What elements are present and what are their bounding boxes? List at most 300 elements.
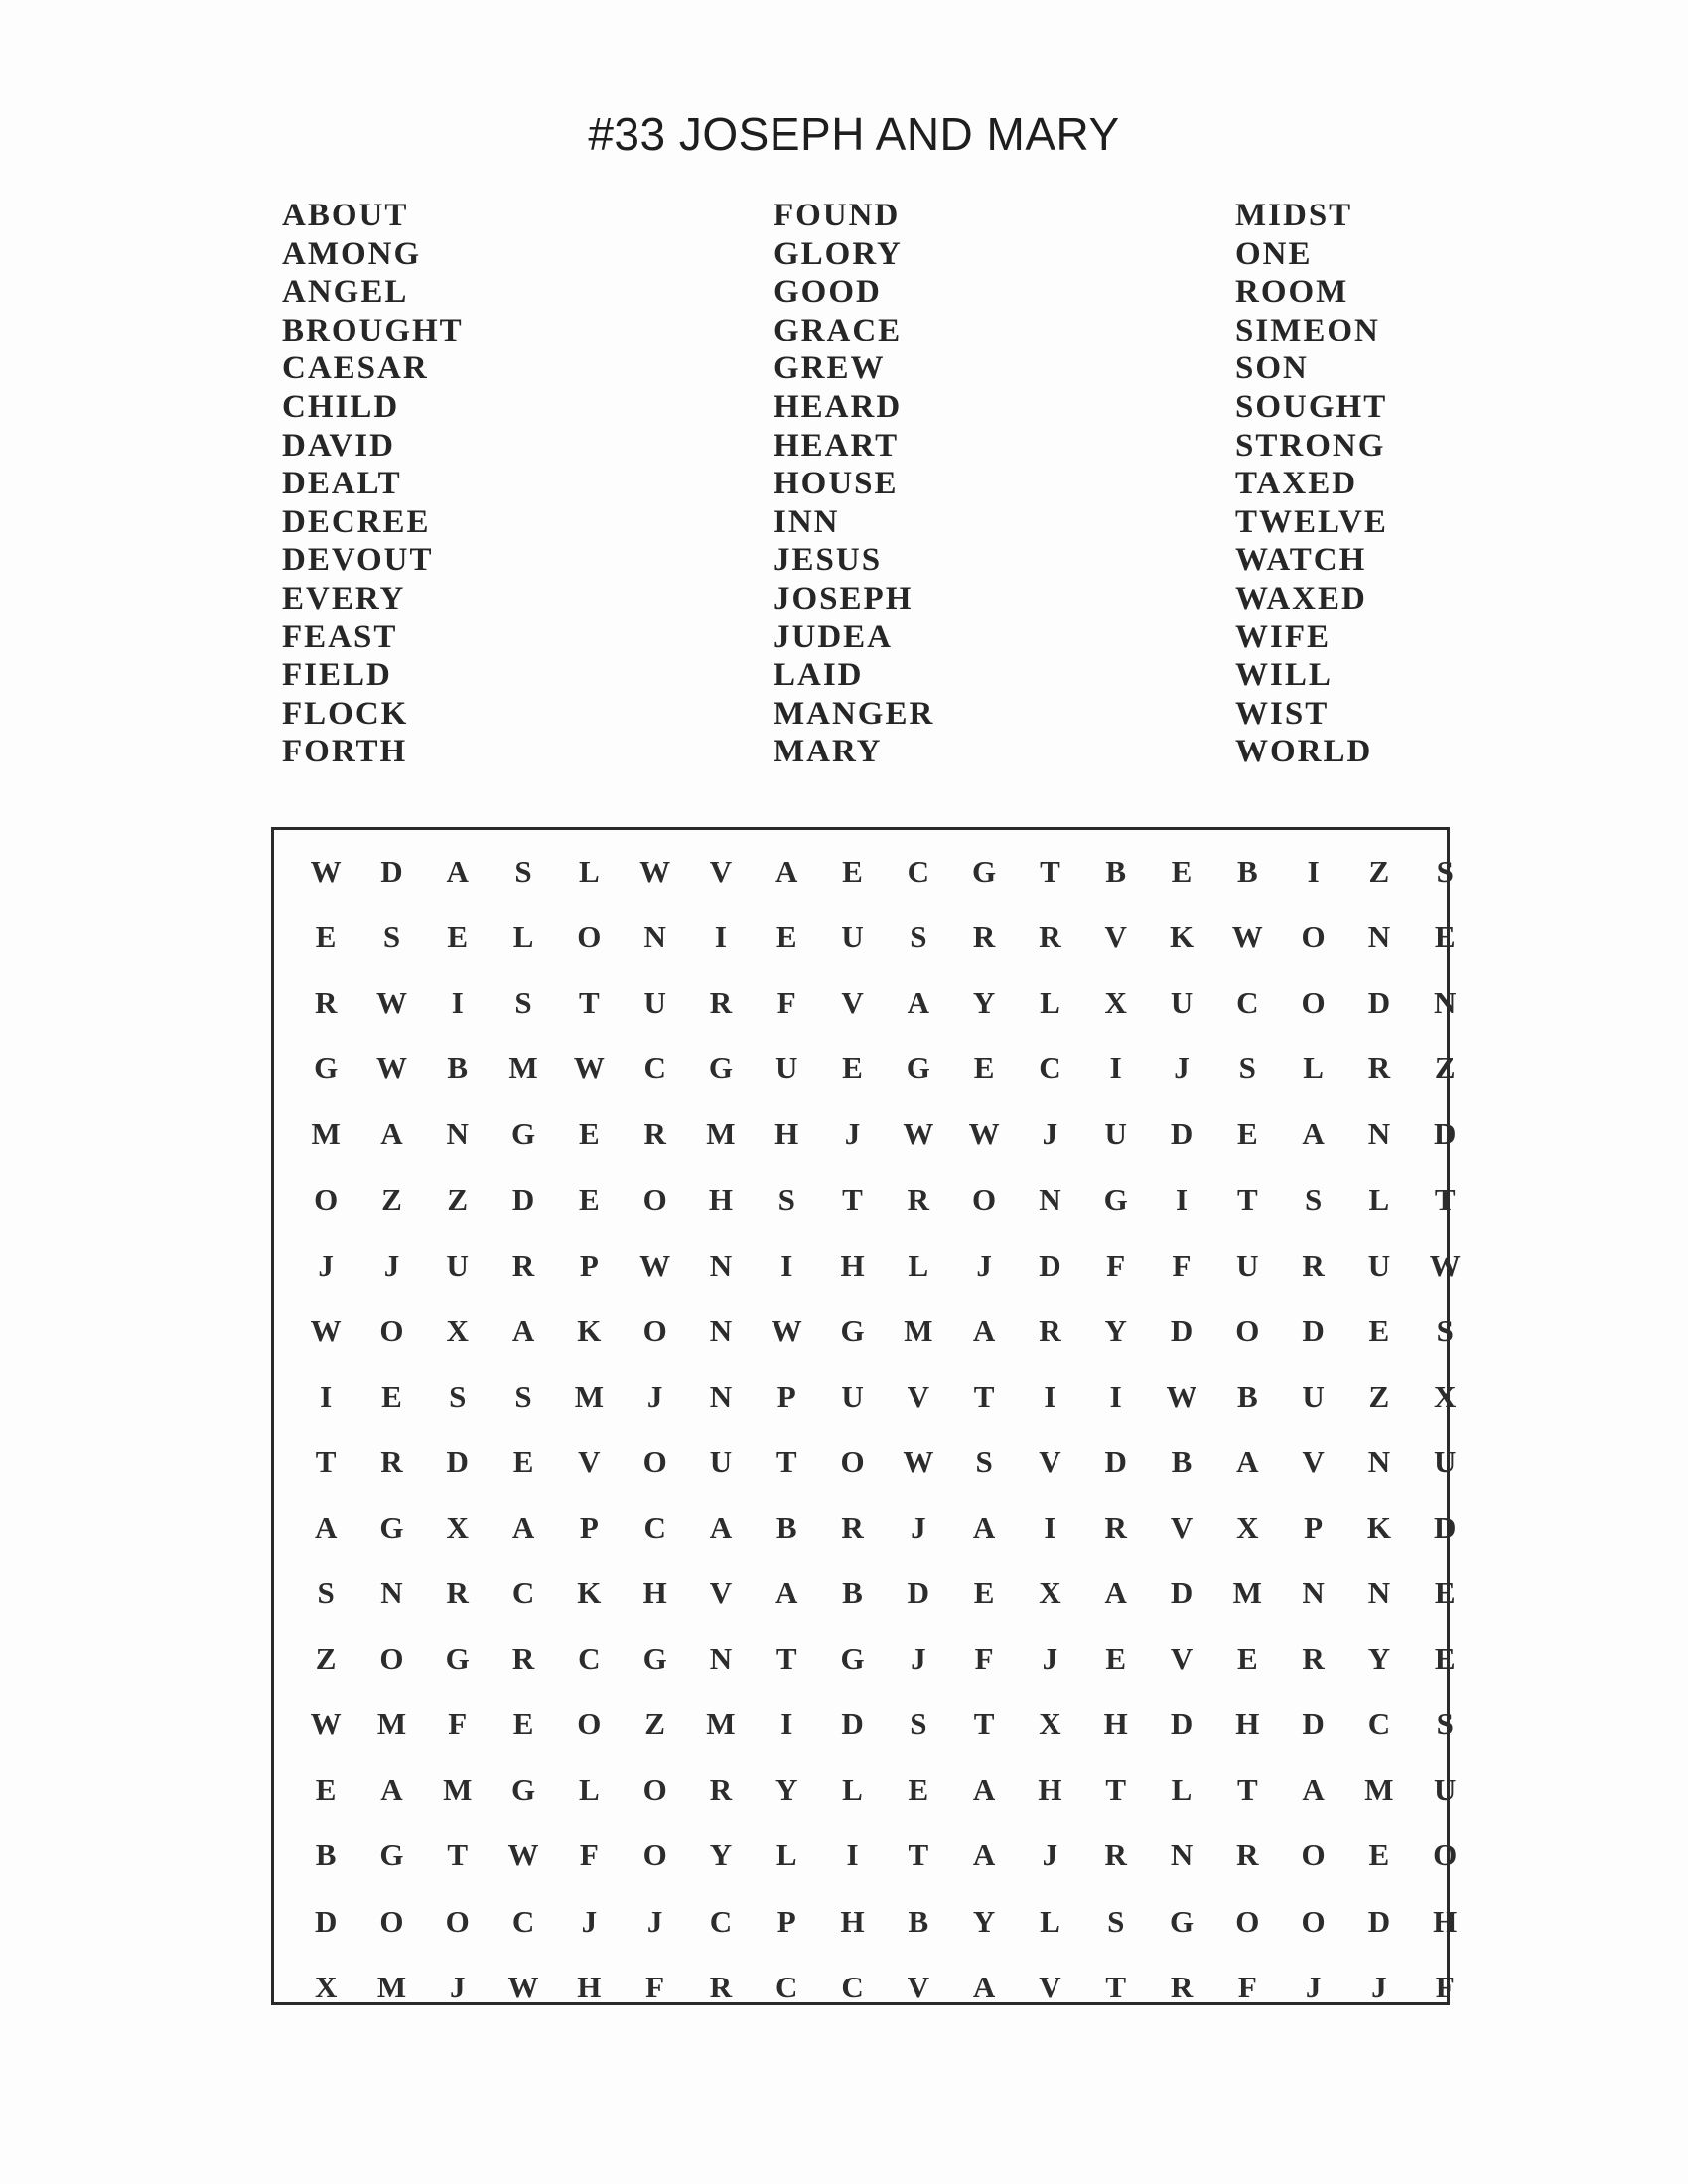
grid-letter[interactable]: Y (1367, 1641, 1391, 1677)
grid-letter[interactable]: N (380, 1575, 403, 1611)
grid-letter[interactable]: S (777, 1181, 795, 1217)
grid-letter[interactable]: G (708, 1050, 733, 1086)
grid-letter[interactable]: X (446, 1509, 469, 1545)
grid-letter[interactable]: X (314, 1969, 338, 2004)
grid-letter[interactable]: G (906, 1050, 930, 1086)
grid-letter[interactable]: G (379, 1509, 404, 1545)
grid-letter[interactable]: F (1237, 1969, 1257, 2004)
grid-letter[interactable]: G (972, 854, 997, 889)
grid-letter[interactable]: U (775, 1050, 798, 1086)
grid-letter[interactable]: B (447, 1050, 469, 1086)
grid-letter[interactable]: W (968, 1116, 1000, 1152)
grid-letter[interactable]: V (1039, 1443, 1061, 1479)
grid-letter[interactable]: S (1238, 1050, 1256, 1086)
grid-letter[interactable]: S (1436, 1312, 1454, 1348)
grid-letter[interactable]: L (1040, 1903, 1060, 1939)
grid-letter[interactable]: O (1301, 1903, 1326, 1939)
grid-letter[interactable]: Z (447, 1181, 469, 1217)
grid-letter[interactable]: N (446, 1116, 469, 1152)
grid-letter[interactable]: W (310, 854, 342, 889)
grid-letter[interactable]: R (709, 985, 733, 1021)
grid-letter[interactable]: T (1434, 1181, 1456, 1217)
grid-letter[interactable]: D (380, 854, 403, 889)
grid-letter[interactable]: R (1104, 1509, 1127, 1545)
grid-letter[interactable]: D (1039, 1247, 1061, 1283)
grid-letter[interactable]: M (508, 1050, 538, 1086)
grid-letter[interactable]: W (573, 1050, 605, 1086)
grid-letter[interactable]: V (907, 1378, 930, 1414)
grid-letter[interactable]: Y (709, 1838, 733, 1873)
grid-letter[interactable]: N (1367, 1575, 1391, 1611)
grid-letter[interactable]: R (1039, 919, 1061, 955)
grid-letter[interactable]: J (581, 1903, 598, 1939)
grid-letter[interactable]: S (514, 854, 532, 889)
grid-letter[interactable]: D (1170, 1706, 1194, 1742)
grid-letter[interactable]: N (1039, 1181, 1061, 1217)
grid-letter[interactable]: G (314, 1050, 339, 1086)
grid-letter[interactable]: O (379, 1641, 404, 1677)
grid-letter[interactable]: L (512, 919, 534, 955)
grid-letter[interactable]: U (1367, 1247, 1391, 1283)
grid-letter[interactable]: I (846, 1838, 859, 1873)
grid-letter[interactable]: M (904, 1312, 933, 1348)
grid-letter[interactable]: W (310, 1312, 342, 1348)
grid-letter[interactable]: Y (1104, 1312, 1127, 1348)
grid-letter[interactable]: A (709, 1509, 733, 1545)
grid-letter[interactable]: W (375, 1050, 407, 1086)
grid-letter[interactable]: F (645, 1969, 665, 2004)
grid-letter[interactable]: S (1304, 1181, 1323, 1217)
grid-letter[interactable]: U (841, 1378, 864, 1414)
grid-letter[interactable]: O (1301, 919, 1326, 955)
grid-letter[interactable]: O (1301, 1838, 1326, 1873)
grid-letter[interactable]: T (973, 1706, 995, 1742)
grid-letter[interactable]: A (907, 985, 930, 1021)
grid-letter[interactable]: W (639, 1247, 671, 1283)
grid-letter[interactable]: O (840, 1443, 865, 1479)
grid-letter[interactable]: U (841, 919, 864, 955)
grid-letter[interactable]: S (514, 1378, 532, 1414)
grid-letter[interactable]: W (1231, 919, 1263, 955)
grid-letter[interactable]: C (643, 1050, 666, 1086)
grid-letter[interactable]: Z (315, 1641, 337, 1677)
grid-letter[interactable]: L (1303, 1050, 1324, 1086)
grid-letter[interactable]: O (1235, 1312, 1260, 1348)
grid-letter[interactable]: L (1368, 1181, 1390, 1217)
grid-letter[interactable]: D (1302, 1312, 1325, 1348)
grid-letter[interactable]: A (314, 1509, 338, 1545)
grid-letter[interactable]: J (1174, 1050, 1190, 1086)
grid-letter[interactable]: P (579, 1509, 599, 1545)
grid-letter[interactable]: M (376, 1969, 407, 2004)
grid-letter[interactable]: M (706, 1706, 736, 1742)
grid-letter[interactable]: Z (1368, 854, 1390, 889)
grid-letter[interactable]: T (775, 1641, 797, 1677)
grid-letter[interactable]: K (1366, 1509, 1391, 1545)
grid-letter[interactable]: M (376, 1706, 407, 1742)
grid-letter[interactable]: W (375, 985, 407, 1021)
grid-letter[interactable]: J (911, 1641, 926, 1677)
grid-letter[interactable]: O (1235, 1903, 1260, 1939)
grid-letter[interactable]: A (1302, 1116, 1325, 1152)
grid-letter[interactable]: R (1039, 1312, 1061, 1348)
grid-letter[interactable]: T (842, 1181, 863, 1217)
grid-letter[interactable]: G (642, 1641, 667, 1677)
grid-letter[interactable]: A (775, 854, 798, 889)
grid-letter[interactable]: R (1236, 1838, 1259, 1873)
grid-letter[interactable]: B (842, 1575, 863, 1611)
grid-letter[interactable]: E (512, 1443, 534, 1479)
grid-letter[interactable]: V (1104, 919, 1127, 955)
grid-letter[interactable]: O (445, 1903, 470, 1939)
grid-letter[interactable]: C (511, 1903, 535, 1939)
grid-letter[interactable]: X (1104, 985, 1127, 1021)
grid-letter[interactable]: J (911, 1509, 926, 1545)
grid-letter[interactable]: O (1433, 1838, 1458, 1873)
grid-letter[interactable]: F (1106, 1247, 1126, 1283)
grid-letter[interactable]: J (318, 1247, 334, 1283)
grid-letter[interactable]: D (511, 1181, 535, 1217)
grid-letter[interactable]: M (311, 1116, 341, 1152)
grid-letter[interactable]: J (1042, 1641, 1058, 1677)
grid-letter[interactable]: L (1171, 1772, 1193, 1808)
grid-letter[interactable]: D (1434, 1509, 1457, 1545)
grid-letter[interactable]: E (842, 1050, 863, 1086)
grid-letter[interactable]: O (642, 1312, 667, 1348)
grid-letter[interactable]: X (446, 1312, 469, 1348)
grid-letter[interactable]: R (709, 1969, 733, 2004)
grid-letter[interactable]: E (842, 854, 863, 889)
grid-letter[interactable]: L (1040, 985, 1060, 1021)
grid-letter[interactable]: O (379, 1903, 404, 1939)
grid-letter[interactable]: J (976, 1247, 992, 1283)
grid-letter[interactable]: P (776, 1903, 796, 1939)
grid-letter[interactable]: Z (381, 1181, 402, 1217)
grid-letter[interactable]: R (380, 1443, 403, 1479)
grid-letter[interactable]: H (840, 1247, 865, 1283)
grid-letter[interactable]: E (315, 919, 337, 955)
grid-letter[interactable]: E (1434, 1641, 1456, 1677)
grid-letter[interactable]: C (1039, 1050, 1061, 1086)
grid-letter[interactable]: W (1166, 1378, 1197, 1414)
grid-letter[interactable]: O (379, 1312, 404, 1348)
grid-letter[interactable]: H (840, 1903, 865, 1939)
grid-letter[interactable]: A (972, 1838, 996, 1873)
grid-letter[interactable]: E (973, 1575, 995, 1611)
grid-letter[interactable]: K (1169, 919, 1195, 955)
grid-letter[interactable]: J (449, 1969, 466, 2004)
grid-letter[interactable]: X (1434, 1378, 1457, 1414)
grid-letter[interactable]: T (315, 1443, 337, 1479)
grid-letter[interactable]: A (775, 1575, 798, 1611)
grid-letter[interactable]: N (709, 1312, 733, 1348)
grid-letter[interactable]: F (776, 985, 796, 1021)
grid-letter[interactable]: S (514, 985, 532, 1021)
grid-letter[interactable]: L (578, 1772, 600, 1808)
grid-letter[interactable]: H (708, 1181, 733, 1217)
grid-letter[interactable]: N (1367, 919, 1391, 955)
grid-letter[interactable]: N (1170, 1838, 1194, 1873)
grid-letter[interactable]: S (449, 1378, 467, 1414)
grid-letter[interactable]: B (1236, 854, 1258, 889)
grid-letter[interactable]: B (1105, 854, 1127, 889)
grid-letter[interactable]: D (1170, 1312, 1194, 1348)
grid-letter[interactable]: E (1434, 1575, 1456, 1611)
grid-letter[interactable]: A (511, 1509, 535, 1545)
grid-letter[interactable]: E (1171, 854, 1193, 889)
grid-letter[interactable]: I (1307, 854, 1320, 889)
grid-letter[interactable]: V (709, 854, 733, 889)
grid-letter[interactable]: D (841, 1706, 864, 1742)
grid-letter[interactable]: E (578, 1116, 600, 1152)
grid-letter[interactable]: U (1434, 1772, 1457, 1808)
grid-letter[interactable]: R (1104, 1838, 1127, 1873)
grid-letter[interactable]: E (1236, 1116, 1258, 1152)
grid-letter[interactable]: C (511, 1575, 535, 1611)
grid-letter[interactable]: M (706, 1116, 736, 1152)
grid-letter[interactable]: C (1236, 985, 1259, 1021)
grid-letter[interactable]: O (642, 1443, 667, 1479)
grid-letter[interactable]: Z (644, 1706, 665, 1742)
grid-letter[interactable]: W (507, 1969, 539, 2004)
grid-letter[interactable]: A (511, 1312, 535, 1348)
grid-letter[interactable]: W (903, 1443, 934, 1479)
grid-letter[interactable]: T (578, 985, 600, 1021)
grid-letter[interactable]: A (1302, 1772, 1325, 1808)
grid-letter[interactable]: K (577, 1575, 602, 1611)
grid-letter[interactable]: R (446, 1575, 469, 1611)
grid-letter[interactable]: W (310, 1706, 342, 1742)
grid-letter[interactable]: G (510, 1772, 536, 1808)
grid-letter[interactable]: U (1236, 1247, 1259, 1283)
grid-letter[interactable]: R (1302, 1247, 1325, 1283)
grid-letter[interactable]: I (1109, 1378, 1122, 1414)
grid-letter[interactable]: R (643, 1116, 666, 1152)
grid-letter[interactable]: L (842, 1772, 863, 1808)
grid-letter[interactable]: E (1434, 919, 1456, 955)
grid-letter[interactable]: D (1367, 1903, 1391, 1939)
grid-letter[interactable]: E (315, 1772, 337, 1808)
grid-letter[interactable]: D (1434, 1116, 1457, 1152)
grid-letter[interactable]: S (382, 919, 401, 955)
grid-letter[interactable]: W (903, 1116, 934, 1152)
grid-letter[interactable]: D (1170, 1116, 1194, 1152)
grid-letter[interactable]: H (577, 1969, 602, 2004)
grid-letter[interactable]: M (1232, 1575, 1262, 1611)
grid-letter[interactable]: S (317, 1575, 335, 1611)
grid-letter[interactable]: N (643, 919, 666, 955)
grid-letter[interactable]: N (1434, 985, 1457, 1021)
grid-letter[interactable]: U (1434, 1443, 1457, 1479)
grid-letter[interactable]: H (642, 1575, 667, 1611)
grid-letter[interactable]: X (1236, 1509, 1259, 1545)
grid-letter[interactable]: E (1105, 1641, 1127, 1677)
grid-letter[interactable]: S (910, 1706, 927, 1742)
grid-letter[interactable]: W (771, 1312, 802, 1348)
grid-letter[interactable]: V (841, 985, 864, 1021)
grid-letter[interactable]: I (780, 1247, 793, 1283)
grid-letter[interactable]: B (315, 1838, 337, 1873)
grid-letter[interactable]: Y (972, 1903, 996, 1939)
grid-letter[interactable]: E (447, 919, 469, 955)
grid-letter[interactable]: P (579, 1247, 599, 1283)
grid-letter[interactable]: O (577, 919, 602, 955)
grid-letter[interactable]: C (643, 1509, 666, 1545)
grid-letter[interactable]: V (1302, 1443, 1325, 1479)
grid-letter[interactable]: A (1236, 1443, 1259, 1479)
grid-letter[interactable]: Y (775, 1772, 798, 1808)
grid-letter[interactable]: G (445, 1641, 470, 1677)
grid-letter[interactable]: U (643, 985, 666, 1021)
grid-letter[interactable]: A (380, 1116, 403, 1152)
grid-letter[interactable]: O (1301, 985, 1326, 1021)
grid-letter[interactable]: F (974, 1641, 994, 1677)
grid-letter[interactable]: D (314, 1903, 338, 1939)
grid-letter[interactable]: R (841, 1509, 864, 1545)
grid-letter[interactable]: R (709, 1772, 733, 1808)
grid-letter[interactable]: J (844, 1116, 861, 1152)
grid-letter[interactable]: W (1429, 1247, 1461, 1283)
grid-letter[interactable]: T (1236, 1181, 1258, 1217)
grid-letter[interactable]: U (1302, 1378, 1325, 1414)
grid-letter[interactable]: H (1103, 1706, 1128, 1742)
grid-letter[interactable]: A (446, 854, 469, 889)
grid-letter[interactable]: B (908, 1903, 929, 1939)
grid-letter[interactable]: T (973, 1378, 995, 1414)
grid-letter[interactable]: P (1304, 1509, 1324, 1545)
grid-letter[interactable]: I (714, 919, 727, 955)
grid-letter[interactable]: G (1169, 1903, 1195, 1939)
grid-letter[interactable]: F (448, 1706, 468, 1742)
grid-letter[interactable]: X (1039, 1575, 1061, 1611)
grid-letter[interactable]: M (443, 1772, 473, 1808)
grid-letter[interactable]: T (1040, 854, 1060, 889)
grid-letter[interactable]: A (972, 1312, 996, 1348)
grid-letter[interactable]: D (1104, 1443, 1127, 1479)
grid-letter[interactable]: N (1367, 1116, 1391, 1152)
grid-letter[interactable]: D (446, 1443, 469, 1479)
grid-letter[interactable]: S (910, 919, 927, 955)
grid-letter[interactable]: D (1302, 1706, 1325, 1742)
grid-letter[interactable]: C (775, 1969, 798, 2004)
grid-letter[interactable]: E (1368, 1838, 1390, 1873)
grid-letter[interactable]: I (1175, 1181, 1189, 1217)
grid-letter[interactable]: O (972, 1181, 997, 1217)
grid-letter[interactable]: R (1302, 1641, 1325, 1677)
grid-letter[interactable]: D (1367, 985, 1391, 1021)
grid-letter[interactable]: H (774, 1116, 799, 1152)
grid-letter[interactable]: E (512, 1706, 534, 1742)
grid-letter[interactable]: L (775, 1838, 797, 1873)
grid-letter[interactable]: R (1367, 1050, 1391, 1086)
grid-letter[interactable]: V (1039, 1969, 1061, 2004)
grid-letter[interactable]: E (381, 1378, 402, 1414)
grid-letter[interactable]: O (642, 1772, 667, 1808)
grid-letter[interactable]: J (1305, 1969, 1322, 2004)
grid-letter[interactable]: M (1364, 1772, 1394, 1808)
grid-letter[interactable]: L (908, 1247, 929, 1283)
grid-letter[interactable]: U (1104, 1116, 1127, 1152)
grid-letter[interactable]: A (972, 1969, 996, 2004)
grid-letter[interactable]: J (646, 1378, 663, 1414)
grid-letter[interactable]: V (709, 1575, 733, 1611)
grid-letter[interactable]: O (642, 1181, 667, 1217)
grid-letter[interactable]: G (840, 1641, 865, 1677)
grid-letter[interactable]: G (1103, 1181, 1128, 1217)
grid-letter[interactable]: W (507, 1838, 539, 1873)
grid-letter[interactable]: E (1236, 1641, 1258, 1677)
grid-letter[interactable]: M (574, 1378, 604, 1414)
grid-letter[interactable]: I (1109, 1050, 1122, 1086)
grid-letter[interactable]: S (975, 1443, 993, 1479)
grid-letter[interactable]: L (578, 854, 600, 889)
grid-letter[interactable]: H (1235, 1706, 1260, 1742)
grid-letter[interactable]: E (775, 919, 797, 955)
grid-letter[interactable]: R (1170, 1969, 1194, 2004)
grid-letter[interactable]: J (1042, 1116, 1058, 1152)
grid-letter[interactable]: H (1038, 1772, 1062, 1808)
grid-letter[interactable]: Z (1368, 1378, 1390, 1414)
grid-letter[interactable]: N (1302, 1575, 1325, 1611)
grid-letter[interactable]: I (320, 1378, 333, 1414)
grid-letter[interactable]: E (973, 1050, 995, 1086)
grid-letter[interactable]: C (841, 1969, 864, 2004)
grid-letter[interactable]: E (1368, 1312, 1390, 1348)
grid-letter[interactable]: T (775, 1443, 797, 1479)
grid-letter[interactable]: J (1042, 1838, 1058, 1873)
grid-letter[interactable]: T (1236, 1772, 1258, 1808)
grid-letter[interactable]: B (1236, 1378, 1258, 1414)
grid-letter[interactable]: T (447, 1838, 469, 1873)
grid-letter[interactable]: K (577, 1312, 602, 1348)
grid-letter[interactable]: D (1170, 1575, 1194, 1611)
grid-letter[interactable]: X (1039, 1706, 1061, 1742)
grid-letter[interactable]: E (908, 1772, 929, 1808)
grid-letter[interactable]: C (907, 854, 930, 889)
grid-letter[interactable]: V (907, 1969, 930, 2004)
grid-letter[interactable]: U (446, 1247, 469, 1283)
grid-letter[interactable]: C (1367, 1706, 1391, 1742)
grid-letter[interactable]: G (840, 1312, 865, 1348)
grid-letter[interactable]: V (578, 1443, 601, 1479)
grid-letter[interactable]: C (709, 1903, 733, 1939)
grid-letter[interactable]: U (709, 1443, 733, 1479)
grid-letter[interactable]: O (577, 1706, 602, 1742)
grid-letter[interactable]: F (579, 1838, 599, 1873)
grid-letter[interactable]: B (775, 1509, 797, 1545)
grid-letter[interactable]: I (1044, 1509, 1056, 1545)
grid-letter[interactable]: N (709, 1247, 733, 1283)
grid-letter[interactable]: S (1436, 854, 1454, 889)
grid-letter[interactable]: G (510, 1116, 536, 1152)
grid-letter[interactable]: C (578, 1641, 601, 1677)
grid-letter[interactable]: D (907, 1575, 930, 1611)
grid-letter[interactable]: N (709, 1641, 733, 1677)
grid-letter[interactable]: A (972, 1772, 996, 1808)
grid-letter[interactable]: A (380, 1772, 403, 1808)
grid-letter[interactable]: V (1170, 1641, 1194, 1677)
grid-letter[interactable]: U (1170, 985, 1194, 1021)
grid-letter[interactable]: V (1170, 1509, 1194, 1545)
grid-letter[interactable]: I (780, 1706, 793, 1742)
grid-letter[interactable]: R (907, 1181, 930, 1217)
grid-letter[interactable]: R (511, 1247, 535, 1283)
grid-letter[interactable]: P (776, 1378, 796, 1414)
grid-letter[interactable]: G (379, 1838, 404, 1873)
grid-letter[interactable]: S (1107, 1903, 1125, 1939)
grid-letter[interactable]: J (646, 1903, 663, 1939)
grid-letter[interactable]: N (1367, 1443, 1391, 1479)
